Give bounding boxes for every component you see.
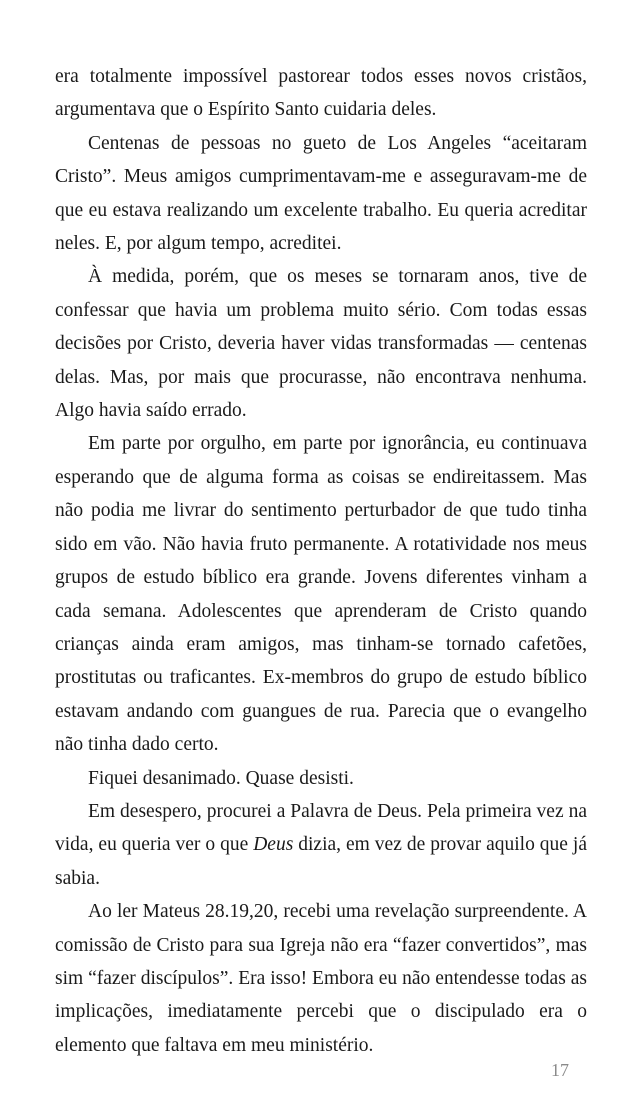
- paragraph-7: Ao ler Mateus 28.19,20, recebi uma revelação surpreendente. A comissão de Cristo para sua Igreja não era “fazer convertidos”, mas sim “fazer discípulos”. Era isso! Embora eu não entendesse todas as implicações, imediatamente percebi que o discipulado era o elemento que faltava em meu ministério.: [55, 901, 587, 1056]
- page-number: 17: [551, 1060, 569, 1080]
- paragraph-5: Fiquei desanimado. Quase desisti.: [88, 767, 354, 789]
- paragraph-2: Centenas de pessoas no gueto de Los Angeles “aceitaram Cristo”. Meus amigos cumprimentavam-me e asseguravam-me de que eu estava realizando um excelente trabalho. Eu queria acreditar neles. E, por algum tempo, acreditei.: [55, 132, 587, 255]
- paragraph-1: era totalmente impossível pastorear todos esses novos cristãos, argumentava que o Espírito Santo cuidaria deles.: [55, 66, 587, 121]
- paragraph-4: Em parte por orgulho, em parte por ignorância, eu continuava esperando que de alguma forma as coisas se endireitassem. Mas não podia me livrar do sentimento perturbador de que tudo tinha sido em vão. Não havia fruto permanente. A rotatividade nos meus grupos de estudo bíblico era grande. Jovens diferentes vinham a cada semana. Adolescentes que aprenderam de Cristo quando crianças ainda eram amigos, mas tinham-se tornado cafetões, prostitutas ou traficantes. Ex-membros do grupo de estudo bíblico estavam andando com guangues de rua. Parecia que o evangelho não tinha dado certo.: [55, 433, 587, 756]
- paragraph-3: À medida, porém, que os meses se tornaram anos, tive de confessar que havia um problema muito sério. Com todas essas decisões por Cristo, deveria haver vidas transformadas — centenas delas. Mas, por mais que procurasse, não encontrava nenhuma. Algo havia saído errado.: [55, 266, 587, 422]
- paragraph-6-emphasis: Deus: [253, 834, 294, 856]
- paragraph-6: [55, 795, 587, 895]
- paragraph-6-end: dizia, em vez de provar aquilo que já sabia.: [55, 834, 587, 889]
- page-body: [55, 60, 587, 1062]
- paragraph-6-start: Em desespero, procurei a Palavra de Deus. Pela primeira vez na vida, eu queria ver o que: [55, 800, 587, 856]
